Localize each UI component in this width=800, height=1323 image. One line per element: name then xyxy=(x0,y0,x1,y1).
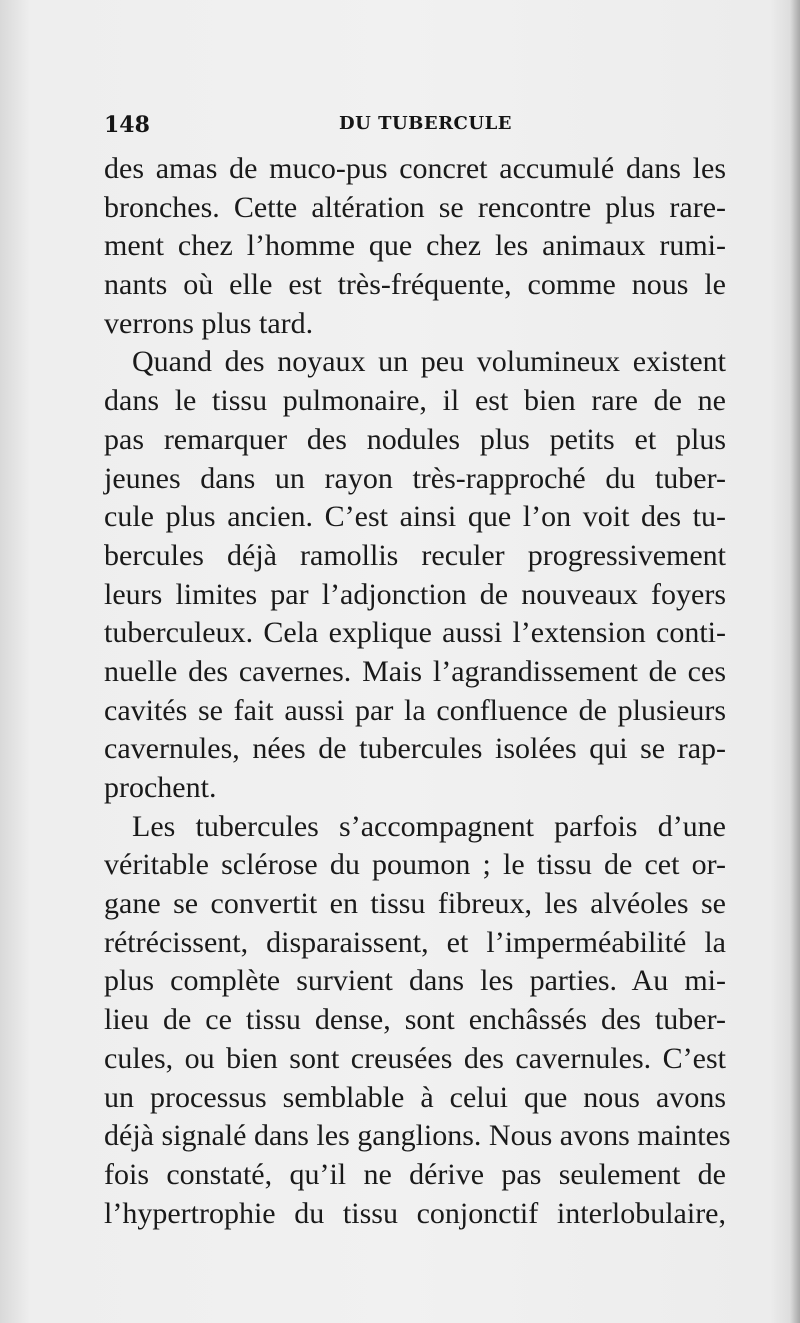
text-line: lieu de ce tissu dense, sont enchâssés des tuber- xyxy=(104,1003,726,1037)
page-number: 148 xyxy=(104,112,150,138)
page-edge-shadow xyxy=(790,0,800,1323)
text-line: gane se convertit en tissu fibreux, les alvéoles se xyxy=(104,887,726,921)
text-line: verrons plus tard. xyxy=(104,306,314,340)
page-header xyxy=(104,112,726,142)
text-line: tuberculeux. Cela explique aussi l’extension conti- xyxy=(104,616,726,650)
text-line: Quand des noyaux un peu volumineux existent xyxy=(132,345,726,379)
text-line: cavités se fait aussi par la confluence de plusieurs xyxy=(104,693,726,727)
text-line: des amas de muco-pus concret accumulé dans les xyxy=(104,152,726,185)
text-line: véritable sclérose du poumon ; le tissu de cet or- xyxy=(104,848,726,882)
text-line: Les tubercules s’accompagnent parfois d’une xyxy=(132,809,726,843)
text-line: nuelle des cavernes. Mais l’agrandissement de ces xyxy=(104,654,726,688)
text-line: rétrécissent, disparaissent, et l’imperméabilité la xyxy=(104,925,726,959)
text-line: cule plus ancien. C’est ainsi que l’on voit des tu- xyxy=(104,500,726,534)
text-line: bercules déjà ramollis reculer progressivement xyxy=(104,538,726,572)
text-line: un processus semblable à celui que nous avons xyxy=(104,1080,726,1114)
text-line: leurs limites par l’adjonction de nouveaux foyers xyxy=(104,577,726,611)
text-line: prochent. xyxy=(104,771,217,804)
text-line: ment chez l’homme que chez les animaux rumi- xyxy=(104,229,726,263)
text-line: déjà signalé dans les ganglions. Nous avons maintes xyxy=(104,1119,731,1153)
running-head: DU TUBERCULE xyxy=(339,113,512,134)
text-line: fois constaté, qu’il ne dérive pas seulement de xyxy=(104,1157,726,1191)
text-line: l’hypertrophie du tissu conjonctif interlobulaire, xyxy=(104,1196,726,1230)
body-text xyxy=(104,150,731,1233)
text-line: cules, ou bien sont creusées des cavernules. C’est xyxy=(104,1041,726,1075)
text-line: cavernules, nées de tubercules isolées qui se rap- xyxy=(104,732,726,766)
text-line: plus complète survient dans les parties. Au mi- xyxy=(104,964,726,998)
text-line: nants où elle est très-fréquente, comme nous le xyxy=(104,268,726,302)
text-line: jeunes dans un rayon très-rapproché du tuber- xyxy=(104,461,726,495)
text-line: dans le tissu pulmonaire, il est bien rare de ne xyxy=(104,384,726,418)
text-line: pas remarquer des nodules plus petits et plus xyxy=(104,422,726,456)
text-line: bronches. Cette altération se rencontre plus rare- xyxy=(104,190,726,224)
